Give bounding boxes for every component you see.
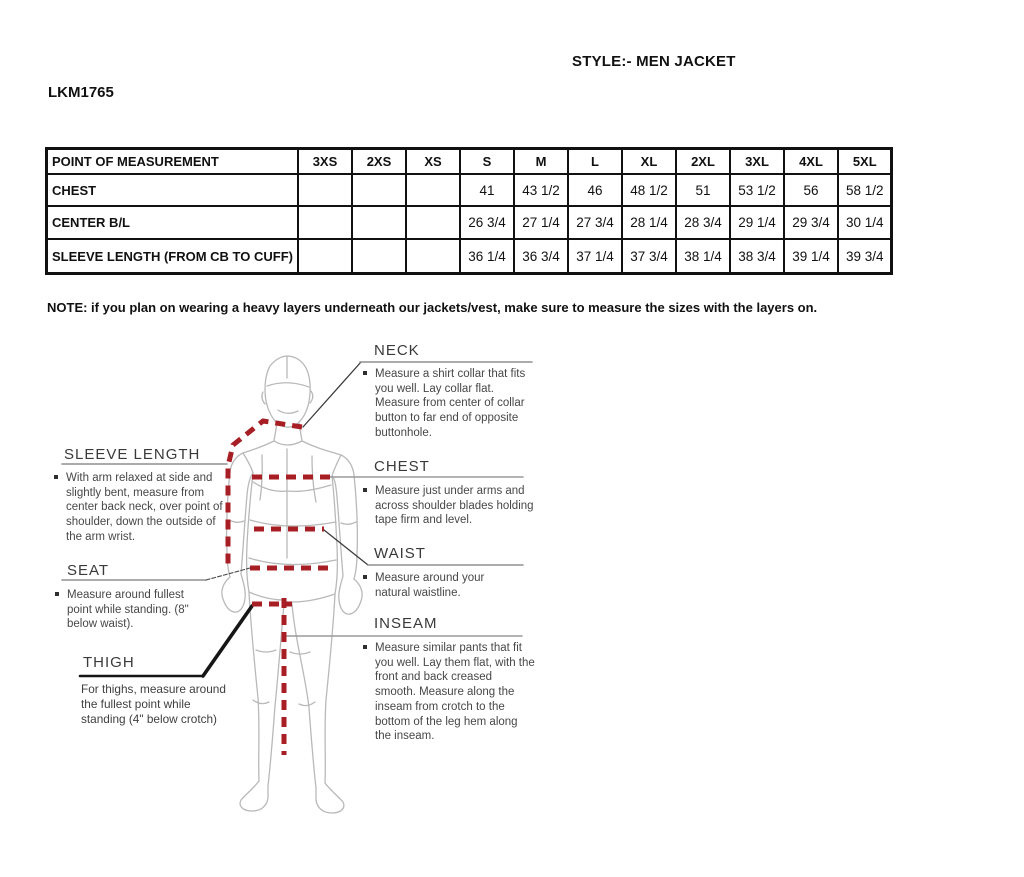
table-cell: 37 1/4 bbox=[568, 239, 622, 274]
neck-label-group bbox=[374, 342, 550, 441]
bullet-square-icon bbox=[55, 592, 59, 596]
inseam-label: INSEAM bbox=[374, 615, 438, 632]
column-header: 3XL bbox=[730, 149, 784, 175]
table-cell: 28 3/4 bbox=[676, 206, 730, 239]
neck-leader-line bbox=[303, 362, 361, 427]
neck-description: Measure a shirt collar that fits you well. Lay collar flat. Measure from center of collar button to far end of opposite buttonhole. bbox=[375, 367, 527, 441]
table-cell: 36 3/4 bbox=[514, 239, 568, 274]
note-text: NOTE: if you plan on wearing a heavy layers underneath our jackets/vest, make sure to measure the sizes with the layers on. bbox=[47, 300, 818, 315]
row-label: CHEST bbox=[47, 174, 298, 206]
thigh-label: THIGH bbox=[83, 654, 135, 671]
table-cell: 27 3/4 bbox=[568, 206, 622, 239]
column-header: XL bbox=[622, 149, 676, 175]
column-header: L bbox=[568, 149, 622, 175]
column-header: S bbox=[460, 149, 514, 175]
page-title: STYLE:- MEN JACKET bbox=[572, 53, 736, 70]
waist-description: Measure around your natural waistline. bbox=[375, 571, 515, 600]
column-header: 2XL bbox=[676, 149, 730, 175]
table-cell: 48 1/2 bbox=[622, 174, 676, 206]
chest-label-group bbox=[374, 458, 550, 528]
table-cell: 56 bbox=[784, 174, 838, 206]
neck-label: NECK bbox=[374, 342, 420, 359]
waist-label: WAIST bbox=[374, 545, 426, 562]
column-header: XS bbox=[406, 149, 460, 175]
column-header: 2XS bbox=[352, 149, 406, 175]
table-cell: 39 3/4 bbox=[838, 239, 892, 274]
table-cell: 38 1/4 bbox=[676, 239, 730, 274]
inseam-label-group bbox=[374, 615, 550, 744]
sleeve-length-label-group bbox=[64, 446, 240, 545]
inseam-description: Measure similar pants that fit you well. Lay them flat, with the front and back creased smooth. Measure along the inseam from crotch to the bottom of the leg hem along the inseam. bbox=[375, 641, 535, 744]
column-header: 3XS bbox=[298, 149, 352, 175]
waist-label-group bbox=[374, 545, 550, 600]
thigh-label-group bbox=[83, 654, 253, 727]
chest-label: CHEST bbox=[374, 458, 430, 475]
table-cell: 58 1/2 bbox=[838, 174, 892, 206]
table-cell: 29 3/4 bbox=[784, 206, 838, 239]
column-header: 4XL bbox=[784, 149, 838, 175]
table-cell: 37 3/4 bbox=[622, 239, 676, 274]
sleeve-length-description: With arm relaxed at side and slightly bent, measure from center back neck, over point of shoulder, down the outside of the arm wrist. bbox=[66, 471, 228, 545]
waist-leader-line bbox=[324, 530, 368, 565]
table-cell: 53 1/2 bbox=[730, 174, 784, 206]
table-cell: 36 1/4 bbox=[460, 239, 514, 274]
table-cell: 28 1/4 bbox=[622, 206, 676, 239]
bullet-square-icon bbox=[363, 371, 367, 375]
row-label: SLEEVE LENGTH (FROM CB TO CUFF) bbox=[47, 239, 298, 274]
column-header: M bbox=[514, 149, 568, 175]
bullet-square-icon bbox=[363, 488, 367, 492]
bullet-square-icon bbox=[363, 645, 367, 649]
table-cell: 26 3/4 bbox=[460, 206, 514, 239]
column-header: POINT OF MEASUREMENT bbox=[47, 149, 298, 175]
thigh-description: For thighs, measure around the fullest point while standing (4" below crotch) bbox=[81, 682, 226, 727]
table-cell: 41 bbox=[460, 174, 514, 206]
table-cell: 30 1/4 bbox=[838, 206, 892, 239]
table-cell: 29 1/4 bbox=[730, 206, 784, 239]
chest-description: Measure just under arms and across shoulder blades holding tape firm and level. bbox=[375, 484, 540, 528]
seat-label-group bbox=[67, 562, 237, 632]
seat-description: Measure around fullest point while standing. (8" below waist). bbox=[67, 588, 212, 632]
table-cell: 27 1/4 bbox=[514, 206, 568, 239]
table-cell: 43 1/2 bbox=[514, 174, 568, 206]
bullet-square-icon bbox=[363, 575, 367, 579]
mannequin-figure bbox=[222, 356, 362, 813]
column-header: 5XL bbox=[838, 149, 892, 175]
seat-label: SEAT bbox=[67, 562, 110, 579]
table-cell: 46 bbox=[568, 174, 622, 206]
sleeve-length-label: SLEEVE LENGTH bbox=[64, 446, 201, 463]
bullet-square-icon bbox=[54, 475, 58, 479]
style-code: LKM1765 bbox=[48, 84, 114, 101]
row-label: CENTER B/L bbox=[47, 206, 298, 239]
table-cell: 39 1/4 bbox=[784, 239, 838, 274]
table-cell: 38 3/4 bbox=[730, 239, 784, 274]
table-cell: 51 bbox=[676, 174, 730, 206]
